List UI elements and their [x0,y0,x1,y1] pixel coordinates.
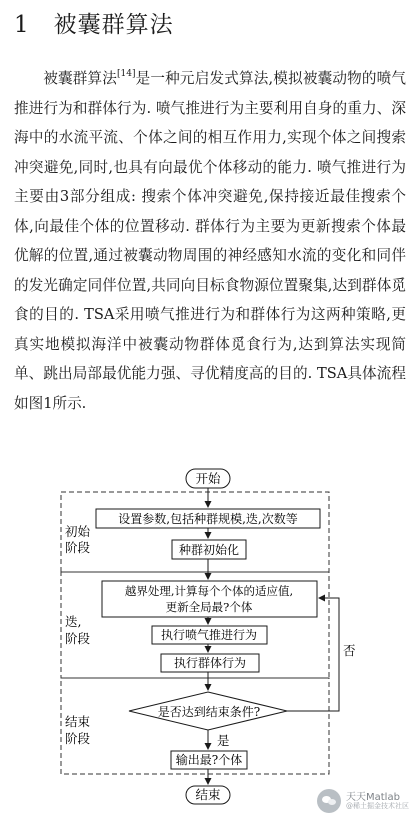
iteration-phase-label-1: 迭, [65,614,82,629]
section-number: 1 [14,12,30,38]
wechat-icon [317,789,341,813]
init-population-label: 种群初始化 [178,543,240,557]
paragraph-text: 是一种元启发式算法,模拟被囊动物的喷气推进行为和群体行为. 喷气推进行为主要利用自身的重力、深海中的水流平流、个体之间的相互作用力,实现个体之间搜索冲突避免,同时,也具有向最优个体移动的能力. 喷气推进行为主要由3部分组成: 搜索个体冲突避免,保持接近最佳搜索个体,向最佳个体的位置移动. 群体行为主要为更新搜索个体最优解的位置,通过被囊动物周围的神经感知水流的变化和同伴的发光确定同伴位置,共同向目标食物源位置聚集,达到群体觅食的目的. TSA采用喷气推进行为和群体行为这两种策略,更真实地模拟海洋中被囊动物群体觅食行为,达到算法实现简单、跳出局部最优能力强、寻优精度高的目的. TSA具体流程如图1所示. [14,70,406,412]
start-label: 开始 [195,471,221,486]
end-condition-label: 是否达到结束条件? [157,705,261,719]
end-phase-label-2: 阶段 [65,731,91,746]
section-heading [14,10,174,40]
iteration-phase-label-2: 阶段 [65,631,91,646]
fitness-label-2: 更新全局最?个体 [165,600,253,614]
flowchart [0,460,417,805]
init-phase-label-2: 阶段 [65,540,91,555]
citation-ref[interactable]: [14] [117,69,136,79]
init-phase-label-1: 初始 [65,524,91,539]
init-phase-box [61,492,329,572]
paragraph-lead: 被囊群算法 [43,70,117,87]
yes-label: 是 [217,733,230,748]
set-params-label: 设置参数,包括种群规模,迭,次数等 [118,512,298,526]
section-title: 被囊群算法 [53,12,174,38]
no-label: 否 [343,643,356,658]
body-paragraph [14,64,406,418]
watermark [317,789,409,813]
watermark-sub: @稀土掘金技术社区 [346,801,409,810]
jet-propulsion-label: 执行喷气推进行为 [160,628,258,642]
end-label: 结束 [195,787,221,802]
watermark-name: 天天Matlab [346,791,400,803]
output-label: 输出最?个体 [175,753,243,767]
fitness-label-1: 越界处理,计算每个个体的适应值, [124,584,294,598]
swarm-behavior-label: 执行群体行为 [173,656,247,670]
end-phase-label-1: 结束 [65,714,91,729]
